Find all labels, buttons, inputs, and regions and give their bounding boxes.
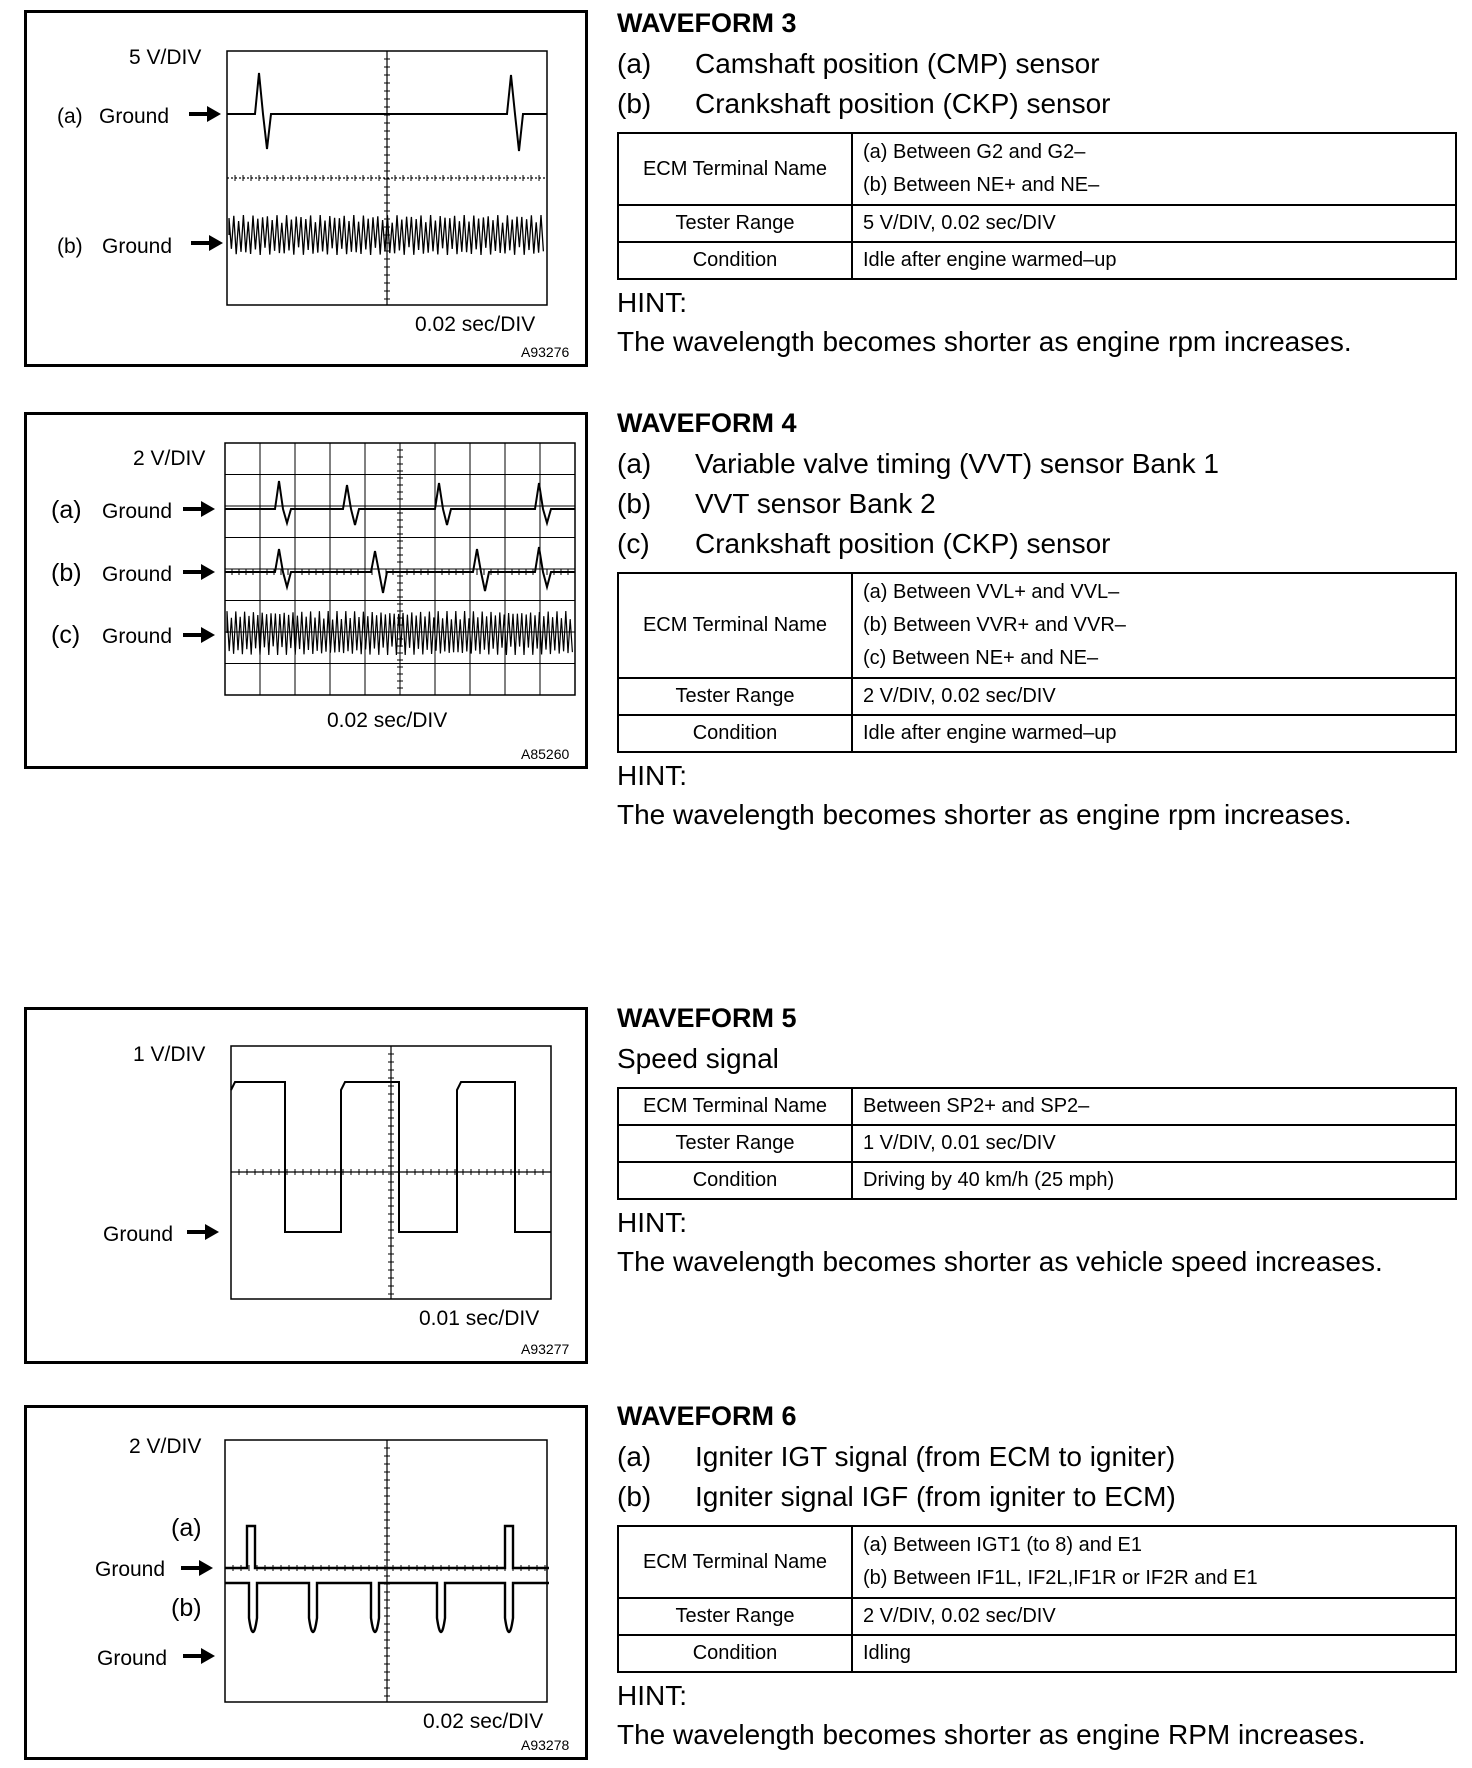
hint-text: The wavelength becomes shorter as vehicle speed increases. bbox=[617, 1246, 1383, 1277]
figure-code: A93276 bbox=[521, 344, 570, 360]
table-row bbox=[618, 678, 1456, 715]
hint-label: HINT: bbox=[617, 287, 687, 318]
table-row bbox=[618, 205, 1456, 242]
item-tag: (a) bbox=[617, 448, 652, 479]
figure-code: A93277 bbox=[521, 1341, 570, 1357]
figure-code: A93278 bbox=[521, 1737, 570, 1753]
channel-label: Ground bbox=[103, 1223, 174, 1246]
channel-b-tag: (b) bbox=[57, 235, 83, 258]
item-text: Crankshaft position (CKP) sensor bbox=[695, 528, 1111, 559]
figure-code: A85260 bbox=[521, 746, 570, 762]
waveform-3-text bbox=[617, 6, 1462, 362]
table-row bbox=[618, 1526, 1456, 1598]
condition-value: Idle after engine warmed–up bbox=[852, 715, 1456, 752]
channel-b-label: Ground bbox=[97, 1647, 168, 1670]
terminal-values bbox=[852, 1526, 1456, 1598]
table-row bbox=[618, 573, 1456, 678]
terminal-value: (c) Between NE+ and NE– bbox=[863, 647, 1099, 669]
channel-a-tag: (a) bbox=[171, 1514, 202, 1542]
item-tag: (a) bbox=[617, 48, 652, 79]
table-row bbox=[618, 1635, 1456, 1672]
waveform-5-figure bbox=[24, 1007, 588, 1364]
item-line bbox=[617, 1437, 1462, 1477]
table-row bbox=[618, 1598, 1456, 1635]
item-text: Crankshaft position (CKP) sensor bbox=[695, 88, 1111, 119]
channel-b-label: Ground bbox=[102, 563, 173, 586]
item-line bbox=[617, 444, 1462, 484]
item-line bbox=[617, 484, 1462, 524]
range-key: Tester Range bbox=[618, 678, 852, 715]
condition-key: Condition bbox=[618, 242, 852, 279]
spec-table bbox=[617, 572, 1457, 753]
table-row bbox=[618, 1162, 1456, 1199]
item-line bbox=[617, 84, 1462, 124]
waveform-6-text bbox=[617, 1399, 1462, 1755]
range-key: Tester Range bbox=[618, 205, 852, 242]
range-value: 2 V/DIV, 0.02 sec/DIV bbox=[852, 1598, 1456, 1635]
hint-label: HINT: bbox=[617, 760, 687, 791]
arrow-right-icon bbox=[183, 627, 215, 643]
item-line bbox=[617, 524, 1462, 564]
terminal-values bbox=[852, 133, 1456, 205]
scope-tdiv-label: 0.01 sec/DIV bbox=[419, 1307, 540, 1330]
range-key: Tester Range bbox=[618, 1125, 852, 1162]
waveform-4-text bbox=[617, 406, 1462, 835]
item-line bbox=[617, 1477, 1462, 1517]
waveform-subtitle: Speed signal bbox=[617, 1043, 779, 1074]
scope-vdiv-label: 1 V/DIV bbox=[133, 1043, 206, 1066]
scope-grid bbox=[225, 443, 575, 695]
table-row bbox=[618, 242, 1456, 279]
arrow-right-icon bbox=[183, 564, 215, 580]
item-tag: (b) bbox=[617, 488, 652, 519]
terminal-value: (b) Between NE+ and NE– bbox=[863, 174, 1100, 196]
waveform-3-scope-svg bbox=[27, 13, 585, 364]
waveform-title: WAVEFORM 3 bbox=[617, 8, 797, 38]
item-tag: (a) bbox=[617, 1441, 652, 1472]
item-tag: (b) bbox=[617, 88, 652, 119]
scope-tdiv-label: 0.02 sec/DIV bbox=[415, 313, 536, 336]
item-tag: (c) bbox=[617, 528, 650, 559]
spec-table bbox=[617, 1087, 1457, 1200]
hint-label: HINT: bbox=[617, 1680, 687, 1711]
table-row bbox=[618, 1125, 1456, 1162]
waveform-6-figure bbox=[24, 1405, 588, 1760]
waveform-6-scope-svg bbox=[27, 1408, 585, 1757]
item-text: Igniter IGT signal (from ECM to igniter) bbox=[695, 1441, 1176, 1472]
spec-table bbox=[617, 1525, 1457, 1673]
terminal-value: (a) Between G2 and G2– bbox=[863, 141, 1086, 163]
range-value: 5 V/DIV, 0.02 sec/DIV bbox=[852, 205, 1456, 242]
channel-b-tag: (b) bbox=[51, 559, 82, 587]
waveform-3-section bbox=[0, 0, 1472, 380]
terminal-key: ECM Terminal Name bbox=[618, 573, 852, 678]
waveform-4-section bbox=[0, 400, 1472, 830]
condition-key: Condition bbox=[618, 1635, 852, 1672]
arrow-right-icon bbox=[189, 106, 221, 122]
range-value: 1 V/DIV, 0.01 sec/DIV bbox=[852, 1125, 1456, 1162]
spec-table bbox=[617, 132, 1457, 280]
scope-vdiv-label: 5 V/DIV bbox=[129, 46, 202, 69]
arrow-right-icon bbox=[187, 1224, 219, 1240]
arrow-right-icon bbox=[191, 235, 223, 251]
waveform-6-section bbox=[0, 1393, 1472, 1768]
waveform-title: WAVEFORM 6 bbox=[617, 1401, 797, 1431]
hint-text: The wavelength becomes shorter as engine RPM increases. bbox=[617, 1719, 1366, 1750]
condition-key: Condition bbox=[618, 715, 852, 752]
arrow-right-icon bbox=[181, 1560, 213, 1576]
channel-b-tag: (b) bbox=[171, 1594, 202, 1622]
item-line bbox=[617, 44, 1462, 84]
condition-key: Condition bbox=[618, 1162, 852, 1199]
condition-value: Driving by 40 km/h (25 mph) bbox=[852, 1162, 1456, 1199]
channel-a-label: Ground bbox=[99, 105, 170, 128]
item-text: Camshaft position (CMP) sensor bbox=[695, 48, 1100, 79]
terminal-value: (a) Between VVL+ and VVL– bbox=[863, 581, 1120, 603]
waveform-3-figure bbox=[24, 10, 588, 367]
waveform-4-figure bbox=[24, 412, 588, 769]
condition-value: Idling bbox=[852, 1635, 1456, 1672]
waveform-4-scope-svg bbox=[27, 415, 585, 766]
waveform-5-section bbox=[0, 995, 1472, 1375]
terminal-key: ECM Terminal Name bbox=[618, 133, 852, 205]
channel-c-label: Ground bbox=[102, 625, 173, 648]
terminal-value: (b) Between IF1L, IF2L,IF1R or IF2R and E1 bbox=[863, 1567, 1258, 1589]
channel-a-label: Ground bbox=[95, 1558, 166, 1581]
terminal-key: ECM Terminal Name bbox=[618, 1526, 852, 1598]
item-text: VVT sensor Bank 2 bbox=[695, 488, 936, 519]
channel-a-tag: (a) bbox=[51, 496, 82, 524]
waveform-5-text bbox=[617, 1001, 1462, 1282]
arrow-right-icon bbox=[183, 1648, 215, 1664]
item-text: Igniter signal IGF (from igniter to ECM) bbox=[695, 1481, 1176, 1512]
scope-tdiv-label: 0.02 sec/DIV bbox=[423, 1710, 544, 1733]
table-row bbox=[618, 133, 1456, 205]
terminal-values bbox=[852, 573, 1456, 678]
scope-vdiv-label: 2 V/DIV bbox=[133, 447, 206, 470]
table-row bbox=[618, 715, 1456, 752]
item-tag: (b) bbox=[617, 1481, 652, 1512]
terminal-key: ECM Terminal Name bbox=[618, 1088, 852, 1125]
waveform-title: WAVEFORM 5 bbox=[617, 1003, 797, 1033]
channel-b-label: Ground bbox=[102, 235, 173, 258]
waveform-3-trace-b bbox=[229, 215, 543, 255]
waveform-5-scope-svg bbox=[27, 1010, 585, 1361]
waveform-title: WAVEFORM 4 bbox=[617, 408, 797, 438]
channel-a-label: Ground bbox=[102, 500, 173, 523]
arrow-right-icon bbox=[183, 501, 215, 517]
terminal-value: Between SP2+ and SP2– bbox=[852, 1088, 1456, 1125]
table-row bbox=[618, 1088, 1456, 1125]
hint-label: HINT: bbox=[617, 1207, 687, 1238]
scope-tdiv-label: 0.02 sec/DIV bbox=[327, 709, 448, 732]
channel-c-tag: (c) bbox=[51, 621, 81, 649]
condition-value: Idle after engine warmed–up bbox=[852, 242, 1456, 279]
item-text: Variable valve timing (VVT) sensor Bank 1 bbox=[695, 448, 1219, 479]
terminal-value: (b) Between VVR+ and VVR– bbox=[863, 614, 1126, 636]
channel-a-tag: (a) bbox=[57, 105, 83, 128]
range-key: Tester Range bbox=[618, 1598, 852, 1635]
scope-vdiv-label: 2 V/DIV bbox=[129, 1435, 202, 1458]
terminal-value: (a) Between IGT1 (to 8) and E1 bbox=[863, 1534, 1143, 1556]
hint-text: The wavelength becomes shorter as engine rpm increases. bbox=[617, 326, 1352, 357]
hint-text: The wavelength becomes shorter as engine rpm increases. bbox=[617, 799, 1352, 830]
range-value: 2 V/DIV, 0.02 sec/DIV bbox=[852, 678, 1456, 715]
